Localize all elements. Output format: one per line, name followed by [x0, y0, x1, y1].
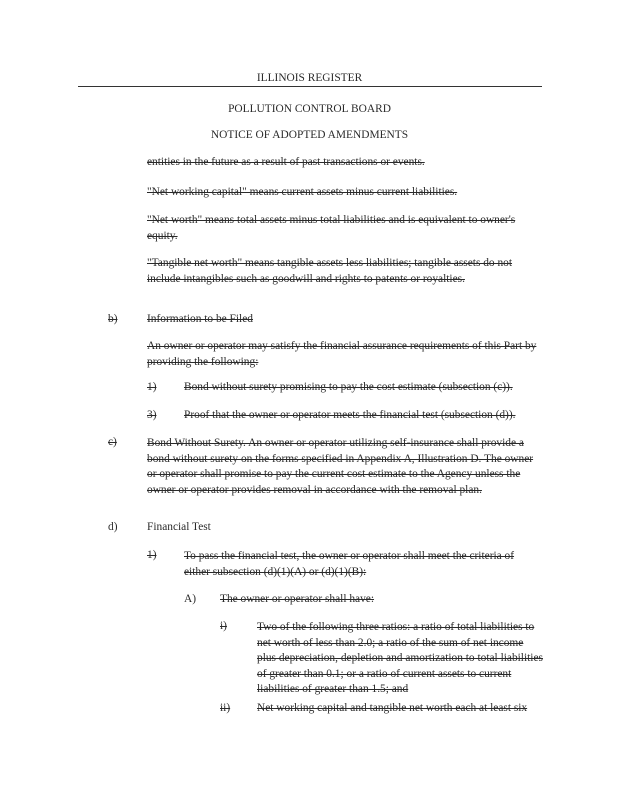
- section-d-itemi-text: Two of the following three ratios: a ratio of total liabilities to net worth of less than 2.0; a ratio of the sum of net income plus depreciation, depletion and amortization to total liabilities of greater than 0.1; or a ratio of current assets to current liabilities of greater than 1.5; and: [257, 621, 543, 696]
- section-b-title: Information to be Filed: [147, 313, 253, 325]
- section-b-item1-label: 1): [147, 381, 157, 393]
- register-title: ILLINOIS REGISTER: [256, 72, 363, 84]
- section-b-label: b): [108, 313, 118, 325]
- section-b-item3-text: Proof that the owner or operator meets the financial test (subsection (d)).: [184, 409, 516, 421]
- section-d-itemii-text: Net working capital and tangible net worth each at least six: [257, 702, 528, 714]
- board-title: POLLUTION CONTROL BOARD: [228, 103, 391, 115]
- section-b-item3-label: 3): [147, 409, 157, 421]
- section-c-text: Bond Without Surety. An owner or operator utilizing self-insurance shall provide a bond without surety on the forms specified in Appendix A, Illustration D. The owner or operator shall promise to pay the current cost estimate to the Agency unless the owner or operator provides removal in accordance with the removal plan.: [147, 437, 534, 496]
- section-d-itemA-text: The owner or operator shall have:: [220, 593, 375, 605]
- section-d-item1-label: 1): [147, 549, 157, 561]
- definition-net-working-capital: "Net working capital" means current assets minus current liabilities.: [147, 186, 458, 198]
- definition-continuation: entities in the future as a result of past transactions or events.: [147, 156, 425, 168]
- section-d-item1-text: To pass the financial test, the owner or operator shall meet the criteria of either subsection (d)(1)(A) or (d)(1)(B):: [184, 550, 515, 578]
- notice-title: NOTICE OF ADOPTED AMENDMENTS: [210, 129, 409, 141]
- definition-tangible-net-worth: "Tangible net worth" means tangible assets less liabilities; tangible assets do not include intangibles such as goodwill and rights to patents or royalties.: [147, 257, 513, 285]
- section-d-label: d): [108, 521, 118, 533]
- definition-net-worth: "Net worth" means total assets minus total liabilities and is equivalent to owner's equity.: [147, 214, 516, 242]
- section-b-item1-text: Bond without surety promising to pay the cost estimate (subsection (c)).: [184, 381, 513, 393]
- section-d-itemi-label: i): [220, 620, 227, 632]
- section-c-label: c): [108, 436, 117, 448]
- section-b-intro: An owner or operator may satisfy the financial assurance requirements of this Part by providing the following:: [147, 340, 537, 368]
- section-d-itemA-label: A): [184, 593, 197, 605]
- header-rule: [78, 86, 542, 87]
- section-d-title: Financial Test: [147, 521, 211, 533]
- section-d-itemii-label: ii): [220, 702, 231, 714]
